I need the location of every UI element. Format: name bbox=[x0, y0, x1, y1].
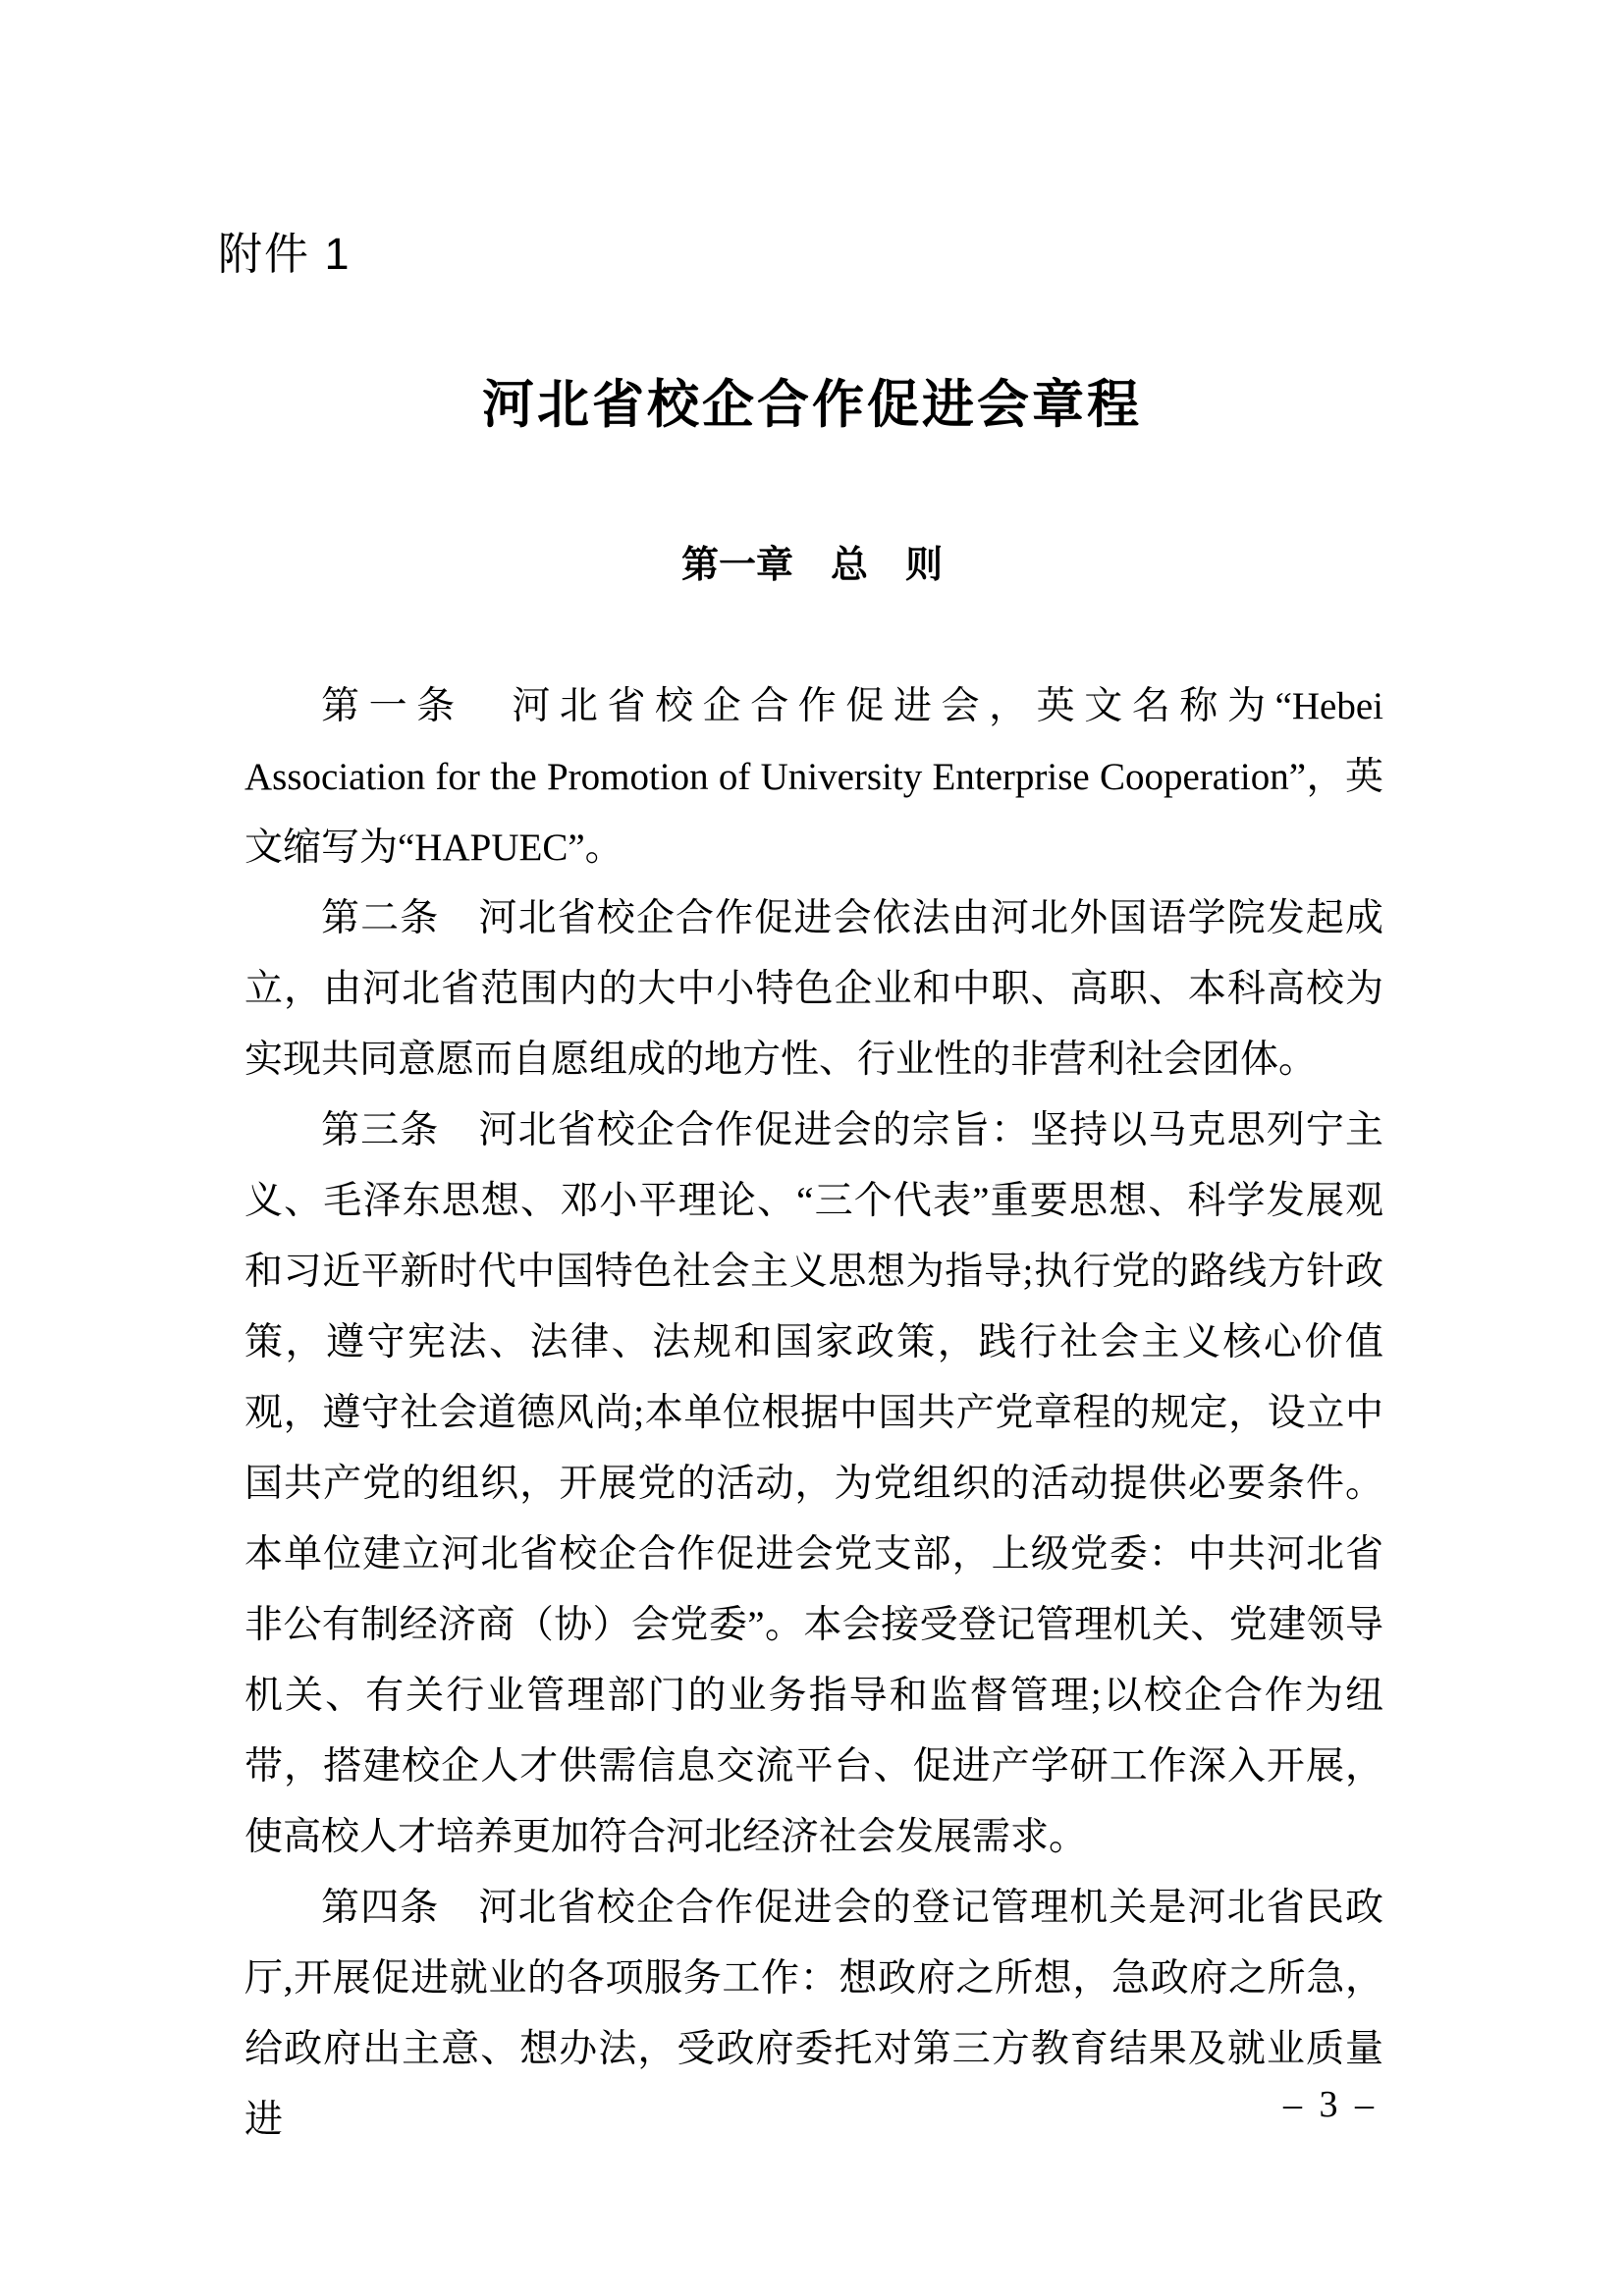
paragraph-article-2: 第二条 河北省校企合作促进会依法由河北外国语学院发起成立，由河北省范围内的大中小特色企业和中职、高职、本科高校为实现共同意愿而自愿组成的地方性、行业性的非营利社会团体。 bbox=[244, 897, 1383, 1081]
document-body bbox=[244, 671, 1383, 2156]
attachment-label: 附件 1 bbox=[218, 229, 352, 279]
paragraph-article-1: 第一条 河北省校企合作促进会，英文名称为“Hebei Association for the Promotion of University Enterprise Cooperation”，英文缩写为“HAPUEC”。 bbox=[244, 685, 1383, 869]
page-number: – 3 – bbox=[1283, 2084, 1378, 2125]
document-title: 河北省校企合作促进会章程 bbox=[482, 377, 1142, 434]
paragraph-article-3: 第三条 河北省校企合作促进会的宗旨：坚持以马克思列宁主义、毛泽东思想、邓小平理论、“三个代表”重要思想、科学发展观和习近平新时代中国特色社会主义思想为指导;执行党的路线方针政策，遵守宪法、法律、法规和国家政策，践行社会主义核心价值观，遵守社会道德风尚;本单位根据中国共产党章程的规定，设立中国共产党的组织，开展党的活动，为党组织的活动提供必要条件。本单位建立河北省校企合作促进会党支部，上级党委：中共河北省非公有制经济商（协）会党委”。本会接受登记管理机关、党建领导机关、有关行业管理部门的业务指导和监督管理;以校企合作为纽带，搭建校企人才供需信息交流平台、促进产学研工作深入开展，使高校人才培养更加符合河北经济社会发展需求。 bbox=[244, 1109, 1383, 1858]
chapter-heading: 第一章 总 则 bbox=[680, 545, 943, 586]
paragraph-article-4: 第四条 河北省校企合作促进会的登记管理机关是河北省民政厅,开展促进就业的各项服务工作：想政府之所想，急政府之所急，给政府出主意、想办法，受政府委托对第三方教育结果及就业质量进 bbox=[244, 1887, 1383, 2141]
